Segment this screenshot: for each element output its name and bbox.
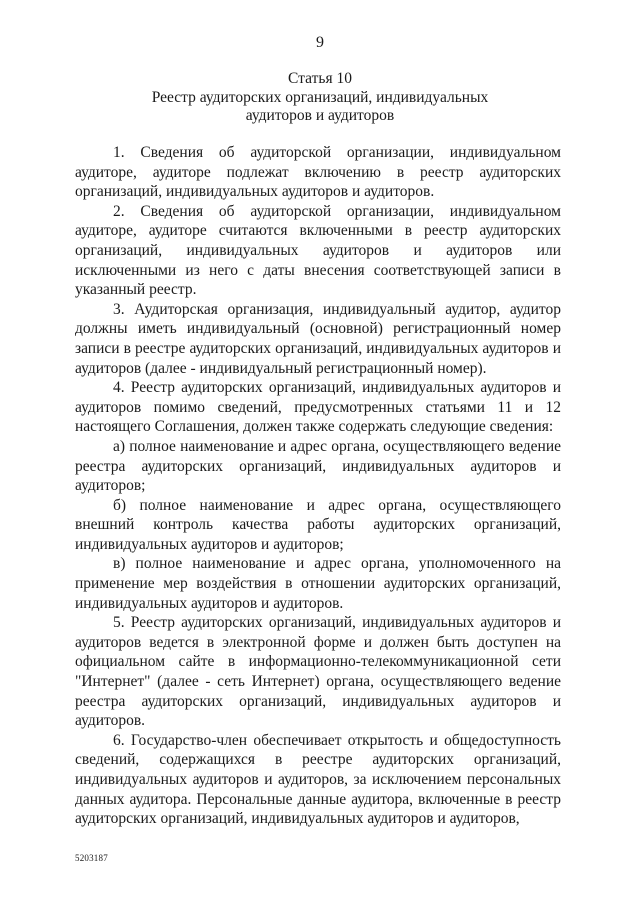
article-body	[75, 143, 561, 829]
page-number: 9	[316, 34, 324, 51]
paragraph-4-item-a: а) полное наименование и адрес органа, осуществляющего ведение реестра аудиторских организаций, индивидуальных аудиторов и аудиторов;	[75, 437, 561, 495]
article-title-line-1: Реестр аудиторских организаций, индивидуальных	[151, 88, 489, 106]
paragraph-4-item-b: б) полное наименование и адрес органа, осуществляющего внешний контроль качества работы аудиторских организаций, индивидуальных аудиторов и аудиторов;	[75, 496, 561, 553]
paragraph-1: 1. Сведения об аудиторской организации, индивидуальном аудиторе, аудиторе подлежат включению в реестр аудиторских организаций, индивидуальных аудиторов и аудиторов.	[75, 144, 561, 201]
paragraph-6: 6. Государство-член обеспечивает открытость и общедоступность сведений, содержащихся в реестре аудиторских организаций, индивидуальных аудиторов и аудиторов, за исключением персональных данных аудитора. Персональные данные аудитора, включенные в реестр аудиторских организаций, индивидуальных аудиторов и аудиторов,	[75, 731, 561, 828]
paragraph-4-item-c: в) полное наименование и адрес органа, уполномоченного на применение мер воздействия в отношении аудиторских организаций, индивидуальных аудиторов и аудиторов.	[75, 555, 561, 612]
document-code: 5203187	[75, 853, 108, 863]
paragraph-5: 5. Реестр аудиторских организаций, индивидуальных аудиторов и аудиторов ведется в электронной форме и должен быть доступен на официальном сайте в информационно-телекоммуникационной сети "Интернет" (далее - сеть Интернет) органа, осуществляющего ведение реестра аудиторских организаций, индивидуальных аудиторов и аудиторов.	[75, 614, 561, 730]
paragraph-3: 3. Аудиторская организация, индивидуальный аудитор, аудитор должны иметь индивидуальный (основной) регистрационный номер записи в реестре аудиторских организаций, индивидуальных аудиторов и аудиторов (далее - индивидуальный регистрационный номер).	[75, 300, 561, 377]
article-heading	[60, 70, 580, 126]
article-title-line-2: аудиторов и аудиторов	[245, 107, 395, 124]
paragraph-4: 4. Реестр аудиторских организаций, индивидуальных аудиторов и аудиторов помимо сведений, предусмотренных статьями 11 и 12 настоящего Соглашения, должен также содержать следующие сведения:	[75, 379, 561, 436]
article-label: Статья 10	[288, 70, 352, 87]
paragraph-2: 2. Сведения об аудиторской организации, индивидуальном аудиторе, аудиторе считаются включенными в реестр аудиторских организаций, индивидуальных аудиторов и аудиторов или исключенными из него с даты внесения соответствующей записи в указанный реестр.	[75, 202, 561, 299]
